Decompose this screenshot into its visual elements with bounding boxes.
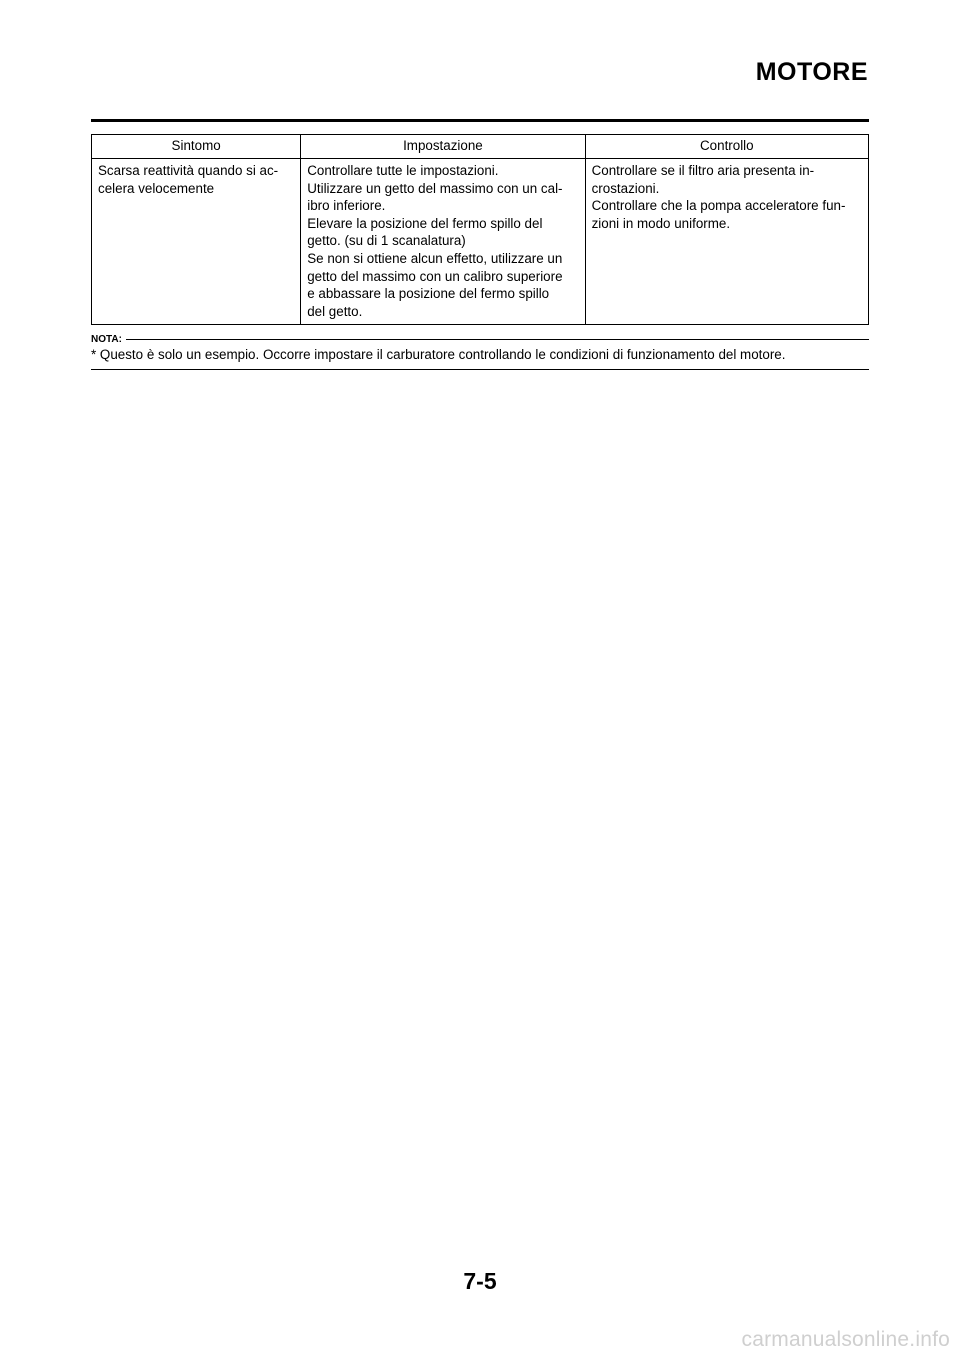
table-row — [92, 159, 869, 325]
cell-line: Controllare se il filtro aria presenta in- — [591, 163, 815, 178]
nota-text: * Questo è solo un esempio. Occorre impostare il carburatore controllando le condizioni di funzionamento del motore. — [91, 347, 786, 362]
header-controllo: Controllo — [585, 135, 868, 159]
section-title: MOTORE — [755, 58, 868, 86]
cell-line: Controllare tutte le impostazioni. — [307, 163, 499, 178]
cell-line: e abbassare la posizione del fermo spillo — [307, 286, 550, 302]
cell-line: ibro inferiore. — [307, 198, 386, 214]
nota-label: NOTA: — [91, 333, 122, 345]
cell-line: Scarsa reattività quando si ac- — [98, 163, 279, 178]
title-rule — [91, 119, 869, 122]
nota-rule — [126, 339, 869, 340]
header-impostazione: Impostazione — [301, 135, 585, 159]
nota-bottom-rule — [91, 369, 869, 370]
cell-sintomo — [92, 159, 301, 325]
cell-line: del getto. — [307, 303, 363, 319]
cell-line: getto. (su di 1 scanalatura) — [307, 233, 466, 249]
cell-line: celera velocemente — [98, 180, 215, 196]
cell-line: getto del massimo con un calibro superiore — [307, 268, 563, 284]
cell-line: Elevare la posizione del fermo spillo del — [307, 215, 543, 231]
nota-header — [91, 333, 869, 345]
settings-table — [91, 134, 869, 325]
cell-impostazione — [301, 159, 585, 325]
cell-line: crostazioni. — [591, 180, 660, 196]
cell-line: Se non si ottiene alcun effetto, utilizzare un — [307, 250, 563, 266]
table-header-row — [92, 135, 869, 159]
header-sintomo: Sintomo — [92, 135, 301, 159]
cell-controllo — [585, 159, 868, 325]
cell-line: Utilizzare un getto del massimo con un cal- — [307, 180, 563, 196]
cell-line: Controllare che la pompa acceleratore fun- — [591, 198, 846, 214]
cell-line: zioni in modo uniforme. — [591, 215, 731, 231]
nota-block — [91, 333, 869, 363]
page-number: 7-5 — [463, 1268, 497, 1294]
watermark: carmanualsonline.info — [741, 1328, 950, 1351]
